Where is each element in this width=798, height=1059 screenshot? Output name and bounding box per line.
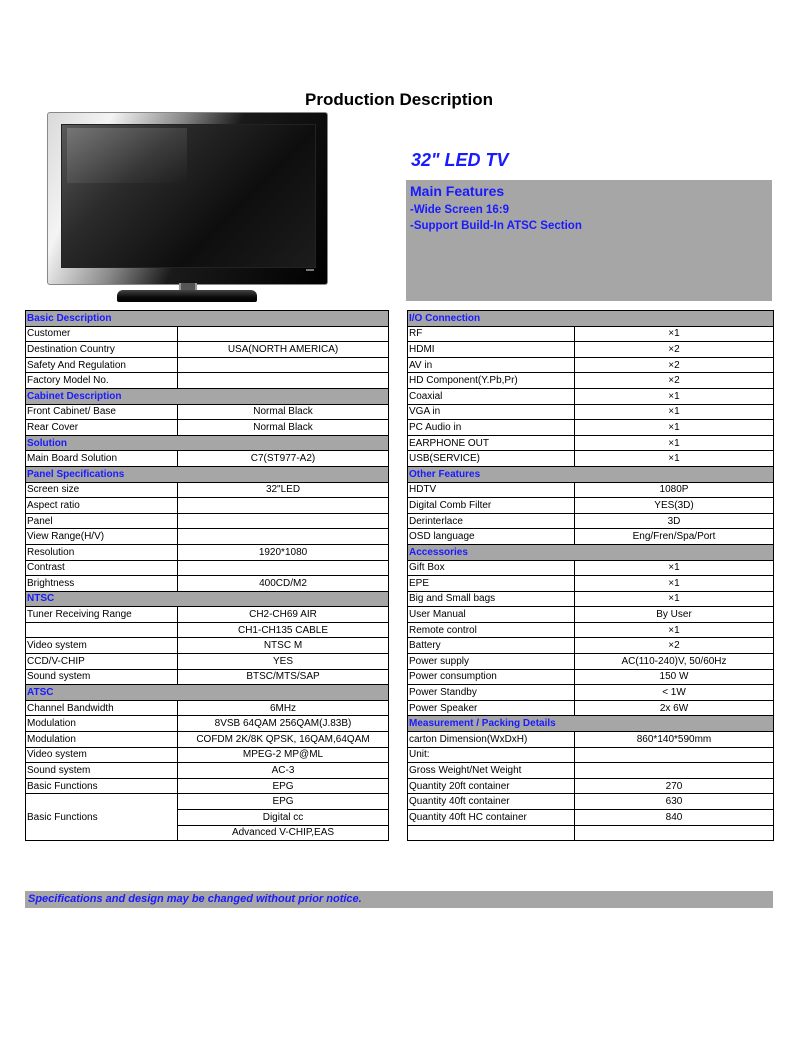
table-row: [408, 700, 774, 716]
spec-value: EPG: [178, 778, 389, 794]
tv-product-image: [45, 112, 328, 304]
spec-value: EPG: [178, 794, 389, 810]
spec-label: VGA in: [408, 404, 575, 420]
table-row: [26, 778, 389, 794]
table-row: [408, 342, 774, 358]
spec-label: Coaxial: [408, 388, 575, 404]
table-row: [26, 498, 389, 514]
spec-label: Modulation: [26, 732, 178, 748]
spec-value: Eng/Fren/Spa/Port: [575, 529, 774, 545]
spec-value: 8VSB 64QAM 256QAM(J.83B): [178, 716, 389, 732]
spec-value: 1080P: [575, 482, 774, 498]
spec-label: Big and Small bags: [408, 591, 575, 607]
table-row: [26, 451, 389, 467]
spec-label: Video system: [26, 638, 178, 654]
spec-label: HDTV: [408, 482, 575, 498]
spec-label: Remote control: [408, 622, 575, 638]
spec-value: 400CD/M2: [178, 576, 389, 592]
spec-value: 2x 6W: [575, 700, 774, 716]
main-features-heading: Main Features: [410, 183, 505, 199]
spec-label: Destination Country: [26, 342, 178, 358]
table-row: [408, 388, 774, 404]
section-header-row: [26, 435, 389, 451]
spec-value: ×2: [575, 357, 774, 373]
feature-item: -Support Build-In ATSC Section: [410, 220, 582, 232]
table-row: [408, 420, 774, 436]
spec-label: [408, 825, 575, 841]
section-header: I/O Connection: [408, 311, 774, 327]
section-header-row: [408, 544, 774, 560]
table-row: [408, 513, 774, 529]
spec-label: Tuner Receiving Range: [26, 607, 178, 623]
table-row: [408, 529, 774, 545]
spec-label: PC Audio in: [408, 420, 575, 436]
section-header-row: [408, 466, 774, 482]
spec-value: 6MHz: [178, 700, 389, 716]
table-row: [26, 669, 389, 685]
spec-value: Normal Black: [178, 420, 389, 436]
table-row: [408, 357, 774, 373]
spec-label: Video system: [26, 747, 178, 763]
table-row: [26, 576, 389, 592]
spec-value: [575, 825, 774, 841]
table-row: [26, 513, 389, 529]
spec-label: Factory Model No.: [26, 373, 178, 389]
spec-value: By User: [575, 607, 774, 623]
spec-value: [178, 357, 389, 373]
power-led-icon: [306, 269, 314, 271]
table-row: [408, 794, 774, 810]
table-row: [26, 560, 389, 576]
table-row: [408, 435, 774, 451]
section-header: Panel Specifications: [26, 466, 389, 482]
spec-value: AC(110-240)V, 50/60Hz: [575, 654, 774, 670]
table-row: [26, 342, 389, 358]
table-row: [26, 654, 389, 670]
table-row: [408, 607, 774, 623]
spec-value: COFDM 2K/8K QPSK, 16QAM,64QAM: [178, 732, 389, 748]
spec-label: Power Speaker: [408, 700, 575, 716]
table-row: [26, 373, 389, 389]
table-row: [26, 747, 389, 763]
io-spec-table: [407, 310, 774, 841]
section-header-row: [26, 591, 389, 607]
spec-value: YES: [178, 654, 389, 670]
spec-value: 270: [575, 778, 774, 794]
spec-label: Quantity 40ft container: [408, 794, 575, 810]
spec-value: ×1: [575, 326, 774, 342]
basic-spec-table: [25, 310, 389, 841]
table-row: [408, 810, 774, 826]
table-row: [408, 778, 774, 794]
section-header: Accessories: [408, 544, 774, 560]
spec-label: Modulation: [26, 716, 178, 732]
model-name: 32" LED TV: [411, 150, 509, 170]
table-row: [408, 404, 774, 420]
spec-value: ×1: [575, 451, 774, 467]
spec-value: [178, 373, 389, 389]
table-row: [408, 669, 774, 685]
table-row: [26, 732, 389, 748]
spec-value: Advanced V-CHIP,EAS: [178, 825, 389, 841]
spec-value: ×1: [575, 622, 774, 638]
spec-label: Battery: [408, 638, 575, 654]
table-row: [26, 716, 389, 732]
spec-value: Normal Black: [178, 404, 389, 420]
section-header-row: [26, 388, 389, 404]
spec-value: BTSC/MTS/SAP: [178, 669, 389, 685]
spec-label: Main Board Solution: [26, 451, 178, 467]
spec-label: Digital Comb Filter: [408, 498, 575, 514]
table-row: [408, 747, 774, 763]
spec-label: Derinterlace: [408, 513, 575, 529]
spec-value: < 1W: [575, 685, 774, 701]
spec-label: Safety And Regulation: [26, 357, 178, 373]
spec-value: CH2-CH69 AIR: [178, 607, 389, 623]
spec-label: EARPHONE OUT: [408, 435, 575, 451]
spec-label: EPE: [408, 576, 575, 592]
spec-value: CH1-CH135 CABLE: [178, 622, 389, 638]
spec-value: [178, 529, 389, 545]
spec-label: Sound system: [26, 763, 178, 779]
spec-value: [178, 513, 389, 529]
section-header-row: [26, 685, 389, 701]
spec-value: ×1: [575, 388, 774, 404]
table-row: [26, 700, 389, 716]
disclaimer-note: Specifications and design may be changed without prior notice.: [25, 891, 773, 908]
spec-label: carton Dimension(WxDxH): [408, 732, 575, 748]
table-row: [408, 638, 774, 654]
section-header: Cabinet Description: [26, 388, 389, 404]
section-header-row: [26, 466, 389, 482]
spec-label: Front Cabinet/ Base: [26, 404, 178, 420]
table-row: [408, 373, 774, 389]
spec-label: Gross Weight/Net Weight: [408, 763, 575, 779]
spec-value: 840: [575, 810, 774, 826]
spec-value: 860*140*590mm: [575, 732, 774, 748]
spec-value: ×1: [575, 420, 774, 436]
spec-label: Customer: [26, 326, 178, 342]
section-header: ATSC: [26, 685, 389, 701]
screen-reflection: [67, 128, 187, 183]
spec-label: Basic Functions: [26, 778, 178, 794]
table-row: [408, 654, 774, 670]
table-row: [408, 622, 774, 638]
table-row: [26, 420, 389, 436]
spec-label: User Manual: [408, 607, 575, 623]
spec-value: 32"LED: [178, 482, 389, 498]
spec-value: 3D: [575, 513, 774, 529]
section-header: Basic Description: [26, 311, 389, 327]
spec-value: ×1: [575, 435, 774, 451]
spec-label: Screen size: [26, 482, 178, 498]
table-row: [408, 326, 774, 342]
table-row: [408, 576, 774, 592]
spec-value: USA(NORTH AMERICA): [178, 342, 389, 358]
spec-label: OSD language: [408, 529, 575, 545]
spec-value: ×2: [575, 342, 774, 358]
spec-label: Rear Cover: [26, 420, 178, 436]
spec-value: [178, 498, 389, 514]
spec-value: ×1: [575, 404, 774, 420]
section-header-row: [408, 716, 774, 732]
page-title: Production Description: [305, 90, 493, 109]
spec-label: Basic Functions: [26, 794, 178, 841]
table-row: [26, 763, 389, 779]
spec-label: Power supply: [408, 654, 575, 670]
spec-value: ×2: [575, 638, 774, 654]
spec-value: [178, 326, 389, 342]
section-header: NTSC: [26, 591, 389, 607]
spec-label: [26, 622, 178, 638]
tv-bezel: [47, 112, 328, 285]
spec-label: Power Standby: [408, 685, 575, 701]
table-row: [408, 763, 774, 779]
main-features-box: [406, 180, 772, 301]
table-row: [26, 326, 389, 342]
spec-label: HD Component(Y.Pb,Pr): [408, 373, 575, 389]
tv-stand-base: [117, 290, 257, 302]
table-row: [26, 357, 389, 373]
spec-value: YES(3D): [575, 498, 774, 514]
spec-value: ×2: [575, 373, 774, 389]
section-header-row: [26, 311, 389, 327]
table-row: [26, 638, 389, 654]
spec-label: View Range(H/V): [26, 529, 178, 545]
feature-item: -Wide Screen 16:9: [410, 204, 509, 216]
table-row: [408, 732, 774, 748]
spec-label: USB(SERVICE): [408, 451, 575, 467]
table-row: [408, 560, 774, 576]
spec-label: Unit:: [408, 747, 575, 763]
spec-value: ×1: [575, 560, 774, 576]
spec-label: Quantity 20ft container: [408, 778, 575, 794]
spec-label: Quantity 40ft HC container: [408, 810, 575, 826]
spec-value: [575, 763, 774, 779]
table-row: [26, 794, 389, 810]
table-row: [408, 685, 774, 701]
table-row: [26, 622, 389, 638]
spec-label: Gift Box: [408, 560, 575, 576]
section-header: Solution: [26, 435, 389, 451]
table-row: [26, 482, 389, 498]
spec-value: NTSC M: [178, 638, 389, 654]
spec-value: [575, 747, 774, 763]
spec-label: Contrast: [26, 560, 178, 576]
table-row: [26, 544, 389, 560]
spec-value: [178, 560, 389, 576]
table-row: [26, 529, 389, 545]
table-row: [408, 482, 774, 498]
spec-value: 150 W: [575, 669, 774, 685]
spec-label: RF: [408, 326, 575, 342]
spec-label: Channel Bandwidth: [26, 700, 178, 716]
spec-value: AC-3: [178, 763, 389, 779]
table-row: [408, 451, 774, 467]
spec-value: C7(ST977-A2): [178, 451, 389, 467]
spec-value: 630: [575, 794, 774, 810]
spec-value: ×1: [575, 576, 774, 592]
section-header: Other Features: [408, 466, 774, 482]
section-header: Measurement / Packing Details: [408, 716, 774, 732]
spec-label: HDMI: [408, 342, 575, 358]
spec-value: ×1: [575, 591, 774, 607]
spec-value: Digital cc: [178, 810, 389, 826]
spec-label: Aspect ratio: [26, 498, 178, 514]
table-row: [26, 607, 389, 623]
spec-label: CCD/V-CHIP: [26, 654, 178, 670]
spec-label: Resolution: [26, 544, 178, 560]
table-row: [408, 498, 774, 514]
spec-label: AV in: [408, 357, 575, 373]
table-row: [408, 591, 774, 607]
spec-label: Sound system: [26, 669, 178, 685]
section-header-row: [408, 311, 774, 327]
table-row: [408, 825, 774, 841]
spec-value: MPEG-2 MP@ML: [178, 747, 389, 763]
spec-label: Power consumption: [408, 669, 575, 685]
spec-label: Panel: [26, 513, 178, 529]
spec-value: 1920*1080: [178, 544, 389, 560]
spec-label: Brightness: [26, 576, 178, 592]
table-row: [26, 404, 389, 420]
